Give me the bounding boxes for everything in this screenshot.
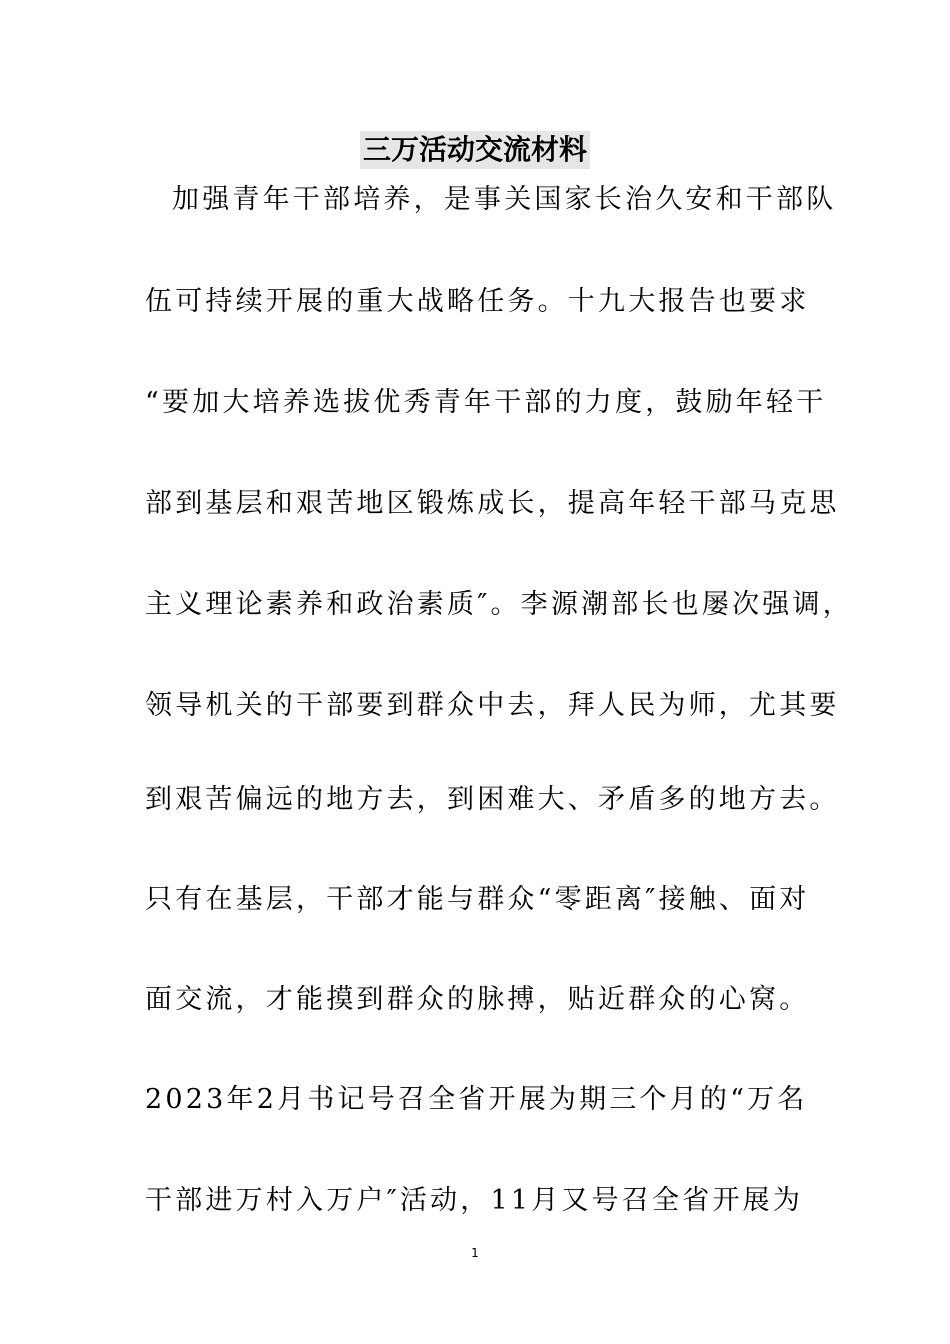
body-line-6: 领导机关的干部要到群众中去，拜人民为师，尤其要	[145, 690, 840, 721]
body-line-2: 伍可持续开展的重大战略任务。十九大报告也要求	[145, 286, 810, 317]
body-line-9: 面交流，才能摸到群众的脉搏，贴近群众的心窝。	[145, 984, 810, 1015]
body-line-8: 只有在基层，干部才能与群众“零距离″接触、面对	[145, 884, 810, 915]
body-line-4: 部到基层和艰苦地区锻炼成长，提高年轻干部马克思	[145, 488, 840, 519]
document-title: 三万活动交流材料	[360, 131, 590, 169]
body-line-7: 到艰苦偏远的地方去，到困难大、矛盾多的地方去。	[145, 784, 840, 815]
body-line-10: 2023年2月书记号召全省开展为期三个月的“万名	[145, 1084, 808, 1115]
body-line-3: “要加大培养选拔优秀青年干部的力度，鼓励年轻干	[145, 387, 827, 418]
page-number: 1	[471, 1246, 479, 1260]
body-line-1: 加强青年干部培养，是事关国家长治久安和干部队	[172, 184, 837, 215]
body-line-5: 主义理论素养和政治素质″。李源潮部长也屡次强调，	[145, 589, 853, 620]
title-container	[0, 131, 950, 169]
body-line-11: 干部进万村入万户″活动，11月又号召全省开展为	[145, 1185, 804, 1216]
